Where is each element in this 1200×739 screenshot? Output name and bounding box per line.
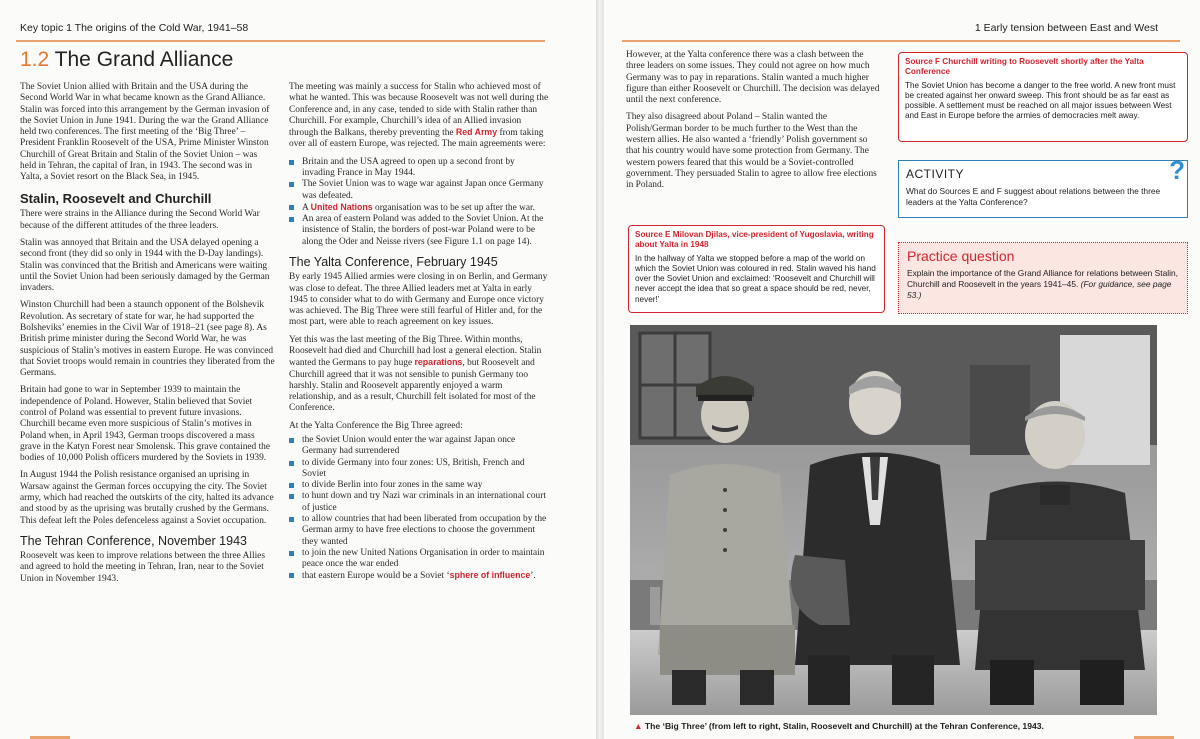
paragraph-warsaw: In August 1944 the Polish resistance organised an uprising in Warsaw against the German forces occupying the city. The Soviet army, which had reached the outskirts of the city, halted its advance and stood by as the uprising was brutally crushed by the Germans. This defeat left the Poles defenceless against a Soviet occupation. [20, 470, 274, 526]
paragraph-yalta-context: By early 1945 Allied armies were closing in on Berlin, and Germany was close to defeat. The three Allied leaders met at Yalta in early 1945 to consider what to do with Germany and Europe once victory was achieved. The Big Three were still fearful of Hitler and, for the most part, were able to reach agreement on key issues. [289, 272, 548, 328]
photo-caption: ▲ The ‘Big Three’ (from left to right, Stalin, Roosevelt and Churchill) at the Tehran Conference, 1943. [634, 721, 1044, 731]
source-f-title: Source F Churchill writing to Roosevelt shortly after the Yalta Conference [905, 57, 1144, 77]
keyword-united-nations: United Nations [310, 201, 373, 212]
big-three-photo [630, 325, 1157, 715]
section-heading [20, 48, 233, 72]
list-item: The Soviet Union was to wage war against Japan once Germany was defeated. [289, 179, 549, 202]
paragraph-churchill: Winston Churchill had been a staunch opponent of the Bolshevik Revolution. As secretary of state for war, he had supported the Bolsheviks’ enemies in the Civil War of 1918–21 (see page 8). As British prime minister during the Second World War, he was suspicious of Stalin’s motives in eastern Europe. He was convinced that Soviet troops would remain in countries they liberated from the Germans. [20, 300, 275, 379]
keyword-sphere-of-influence: sphere of influence [449, 570, 531, 581]
section-number: 1.2 [20, 48, 50, 71]
yalta-agreements-list [289, 435, 549, 583]
bullet-square-icon [289, 217, 294, 222]
list-item: that eastern Europe would be a Soviet ‘sphere of influence’. [289, 570, 549, 582]
source-f-box [898, 52, 1188, 142]
bullet-square-icon [289, 205, 294, 210]
list-item: Britain and the USA agreed to open up a second front by invading France in May 1944. [289, 157, 549, 180]
list-item: to divide Berlin into four zones in the same way [289, 480, 549, 491]
list-item: the Soviet Union would enter the war against Japan once Germany had surrendered [289, 435, 549, 458]
tehran-agreements-list [289, 157, 549, 248]
practice-question-text: Explain the importance of the Grand Alliance for relations between Stalin, Churchill and Roosevelt in the years 1941–45. (For guidance, see page 53.) [907, 268, 1178, 300]
list-item: to divide Germany into four zones: US, British, French and Soviet [289, 458, 549, 481]
doorway [970, 365, 1030, 455]
keyword-reparations: reparations [414, 357, 463, 368]
source-e-title: Source E Milovan Djilas, vice-president of Yugoslavia, writing about Yalta in 1948 [635, 230, 874, 250]
heading-stalin-roosevelt-churchill: Stalin, Roosevelt and Churchill [20, 190, 212, 206]
activity-title: ACTIVITY [906, 167, 965, 181]
bullet-square-icon [289, 551, 294, 556]
caption-triangle-icon: ▲ [634, 721, 643, 731]
page-gutter [596, 0, 604, 739]
intro-paragraph: The Soviet Union allied with Britain and the USA during the Second World War in what became known as the Grand Alliance. Stalin was forced into this arrangement by the German invasion of the Soviet Union in June 1941. During the war the Grand Alliance held two conferences. The first meeting of the ‘Big Three’ – President Franklin Roosevelt of the USA, Prime Minister Winston Churchill of Great Britain and Stalin of the Soviet Union – was held in Tehran, the capital of Iran, in 1943. The second was in Yalta, a Soviet resort on the Black Sea, in 1945. [20, 82, 270, 183]
activity-text: What do Sources E and F suggest about relations between the three leaders at the Yalta Conference? [906, 186, 1161, 207]
bullet-square-icon [289, 160, 294, 165]
bullet-square-icon [289, 182, 294, 187]
keyword-red-army: Red Army [455, 127, 498, 138]
practice-question-box [898, 242, 1188, 314]
left-running-head: Key topic 1 The origins of the Cold War, 1941–58 [20, 22, 249, 34]
heading-yalta-conference: The Yalta Conference, February 1945 [289, 254, 498, 269]
left-column-2 [289, 82, 549, 589]
practice-question-title: Practice question [907, 248, 1015, 264]
heading-tehran-conference: The Tehran Conference, November 1943 [20, 533, 247, 548]
source-e-box [628, 225, 885, 313]
paragraph-strains: There were strains in the Alliance during the Second World War because of the different attitudes of the three leaders. [20, 209, 260, 231]
right-column-text [626, 50, 882, 197]
bullet-square-icon [289, 494, 294, 499]
list-item: An area of eastern Poland was added to the Soviet Union. At the insistence of Stalin, the borders of post-war Poland were to be along the Oder and Neisse rivers (see Figure 1.1 on page 14). [289, 214, 549, 248]
paragraph-tehran: Roosevelt was keen to improve relations between the three Allies and agreed to hold the meeting in Tehran, Iran, near to the Soviet Union in November 1943. [20, 551, 265, 584]
bullet-square-icon [289, 483, 294, 488]
right-page [604, 0, 1200, 739]
bullet-square-icon [289, 573, 294, 578]
left-page [0, 0, 596, 739]
left-column-1 [20, 82, 275, 591]
bullet-square-icon [289, 461, 294, 466]
right-running-head: 1 Early tension between East and West [974, 22, 1158, 34]
list-item: to hunt down and try Nazi war criminals in an international court of justice [289, 491, 549, 514]
section-title: The Grand Alliance [54, 48, 234, 71]
question-mark-icon: ? [1169, 155, 1185, 185]
left-header-rule [16, 40, 545, 42]
paragraph-tehran-success: The meeting was mainly a success for Stalin who achieved most of what he wanted. This was because Roosevelt was not well during the Conference and, in any case, tended to side with Stalin rather than Churchill. For example, Churchill’s idea of an Allied invasion through the Balkans, thereby preventing the Red Army from taking over all of eastern Europe, was rejected. The main agreements were: [289, 82, 549, 150]
list-item: to allow countries that had been liberated from occupation by the German army to have free elections to choose the government they wanted [289, 514, 549, 548]
paragraph-poland-disagreement: They also disagreed about Poland – Stalin wanted the Polish/German border to be much further to the West than the western allies. He also wanted a ‘friendly’ Polish government so that his country would have some protection from Germany. The western powers feared that this would be a Soviet-controlled government. They persuaded Stalin to agree to allow free elections in Poland. [626, 112, 877, 191]
paragraph-yalta-last-meeting: Yet this was the last meeting of the Big Three. Within months, Roosevelt had died and Churchill had lost a general election. Stalin wanted the Germans to pay huge reparations, but Roosevelt and Churchill agreed that it was not sensible to punish Germany too harshly. Stalin and Roosevelt apparently enjoyed a warm relationship, and as a result, Churchill felt isolated for most of the Conference. [289, 334, 542, 414]
paragraph-stalin: Stalin was annoyed that Britain and the USA delayed opening a second front (they did so only in 1944 with the D-Day landings). Stalin was convinced that the British and Americans were waiting until the Soviet Union had been seriously damaged by the German invaders. [20, 238, 270, 294]
source-e-text: In the hallway of Yalta we stopped before a map of the world on which the Soviet Union was coloured in red. Stalin waved his hand over the Soviet Union and exclaimed: ‘Roosevelt and Churchill will never accept the idea that so great a space should be red, never, never!’ [635, 253, 876, 304]
right-header-rule [622, 40, 1180, 42]
list-item: to join the new United Nations Organisation in order to maintain peace once the war ended [289, 548, 549, 571]
paragraph-yalta-agreed: At the Yalta Conference the Big Three agreed: [289, 420, 463, 431]
bullet-square-icon [289, 438, 294, 443]
paragraph-yalta-clash: However, at the Yalta conference there was a clash between the three leaders on some issues. They could not agree on how much Germany was to pay in reparations. Stalin wanted a much higher figure than either Roosevelt or Churchill. The decision was delayed until the next conference. [626, 50, 880, 106]
activity-box [898, 155, 1188, 218]
list-item: A United Nations organisation was to be set up after the war. [289, 202, 549, 214]
guidance-note: (For guidance, see page 53.) [907, 278, 1172, 300]
bullet-square-icon [289, 517, 294, 522]
paragraph-poland: Britain had gone to war in September 1939 to maintain the independence of Poland. However, Stalin believed that Soviet control of Poland was essential to prevent future invasions. Churchill became even more suspicious of Stalin’s motives in Poland when, in April 1943, German troops discovered a mass grave in the Katyn Forest near Smolensk. This grave contained the bodies of 10,000 Polish officers murdered by the Soviets in 1939. [20, 385, 271, 464]
source-f-text: The Soviet Union has become a danger to the free world. A new front must be created against her onward sweep. This front should be as far east as possible. A settlement must be reached on all major issues between West and East in Europe before the armies of democracies melt away. [905, 80, 1176, 121]
